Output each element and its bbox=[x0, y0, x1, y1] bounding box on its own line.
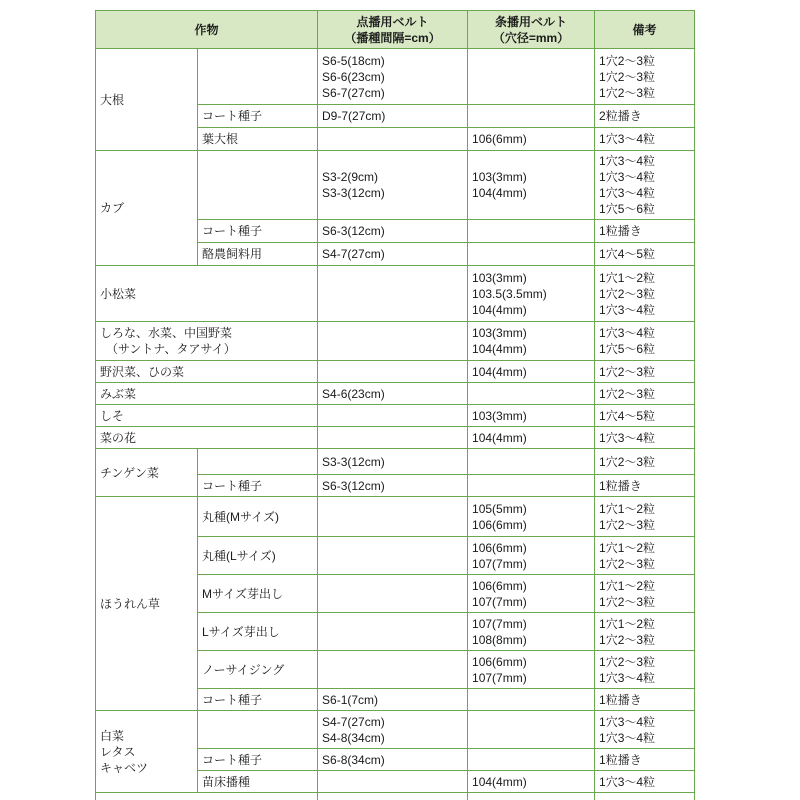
cell-text: 103(3mm) bbox=[472, 326, 527, 340]
crop-nozawana bbox=[96, 361, 318, 383]
cell-text: S6-1(7cm) bbox=[322, 692, 379, 707]
row-belt-cell bbox=[468, 689, 595, 711]
subtype-cell bbox=[198, 497, 318, 537]
spot-belt-cell bbox=[318, 383, 468, 405]
cell-text: 1穴3～4粒 bbox=[599, 714, 656, 729]
cell-text: 1穴3～4粒 bbox=[599, 326, 656, 340]
crop-shiso bbox=[96, 405, 318, 427]
cell-text: 1穴2～3粒 bbox=[599, 654, 656, 669]
remarks-cell bbox=[595, 613, 695, 651]
remarks-cell bbox=[595, 151, 695, 220]
row-belt-cell bbox=[468, 475, 595, 497]
spot-belt-cell bbox=[318, 651, 468, 689]
cell-text: （播種間隔=cm） bbox=[344, 30, 441, 45]
table-row bbox=[96, 322, 695, 361]
cell-text: 1穴2～3粒 bbox=[599, 556, 656, 571]
cell-text: 106(6mm) bbox=[472, 578, 527, 593]
cell-text: 酪農飼料用 bbox=[202, 247, 263, 261]
header-row-belt bbox=[468, 11, 595, 49]
header-crop bbox=[96, 11, 318, 49]
remarks-cell bbox=[595, 771, 695, 793]
spot-belt-cell bbox=[318, 793, 468, 800]
row-belt-cell bbox=[468, 651, 595, 689]
subtype-cell bbox=[198, 575, 318, 613]
remarks-cell bbox=[595, 220, 695, 243]
cell-text: 丸種(Lサイズ) bbox=[202, 548, 276, 563]
spot-belt-cell bbox=[318, 128, 468, 151]
cell-text: ノーサイジング bbox=[202, 662, 285, 677]
cell-text: 1穴1～2粒 bbox=[599, 270, 656, 285]
cell-text: 104(4mm) bbox=[472, 186, 527, 200]
remarks-cell bbox=[595, 689, 695, 711]
cell-text: 107(7mm) bbox=[472, 594, 527, 609]
row-belt-cell bbox=[468, 497, 595, 537]
remarks-cell bbox=[595, 383, 695, 405]
remarks-cell bbox=[595, 128, 695, 151]
row-belt-cell bbox=[468, 128, 595, 151]
cell-text: 104(4mm) bbox=[472, 430, 527, 445]
cell-text: S4-8(34cm) bbox=[322, 730, 385, 745]
row-belt-cell bbox=[468, 711, 595, 749]
spot-belt-cell bbox=[318, 497, 468, 537]
cell-text: 104(4mm) bbox=[472, 302, 527, 317]
cell-text: 1穴3～4粒 bbox=[599, 670, 656, 685]
cell-text: 103.5(3.5mm) bbox=[472, 286, 547, 301]
cell-text: みぶ菜 bbox=[100, 386, 137, 401]
cell-text: 107(7mm) bbox=[472, 670, 527, 685]
remarks-cell bbox=[595, 322, 695, 361]
row-belt-cell bbox=[468, 613, 595, 651]
table-body bbox=[96, 11, 695, 800]
row-belt-cell bbox=[468, 361, 595, 383]
cell-text: S6-5(18cm) bbox=[322, 53, 385, 68]
spot-belt-cell bbox=[318, 220, 468, 243]
cell-text: 1穴1～2粒 bbox=[599, 540, 656, 555]
row-belt-cell bbox=[468, 49, 595, 105]
cell-text: S3-3(12cm) bbox=[322, 454, 385, 469]
cell-text: 白菜 bbox=[100, 728, 125, 743]
cell-text: 1粒播き bbox=[599, 478, 642, 493]
seeding-belt-table bbox=[95, 10, 695, 800]
crop-cell-clipped bbox=[96, 793, 318, 800]
cell-text: 105(5mm) bbox=[472, 501, 527, 516]
cell-text: 103(3mm) bbox=[472, 270, 527, 285]
spot-belt-cell bbox=[318, 711, 468, 749]
cell-text: S3-3(12cm) bbox=[322, 186, 385, 200]
spot-belt-cell bbox=[318, 151, 468, 220]
cell-text: 小松菜 bbox=[100, 286, 137, 301]
cell-text: 1穴5～6粒 bbox=[599, 202, 656, 216]
subtype-cell bbox=[198, 711, 318, 749]
cell-text: 1粒播き bbox=[599, 692, 642, 707]
cell-text: 104(4mm) bbox=[472, 342, 527, 356]
cell-text: S6-7(27cm) bbox=[322, 85, 385, 100]
spot-belt-cell bbox=[318, 427, 468, 449]
cell-text: 107(7mm) bbox=[472, 556, 527, 571]
cell-text: チンゲン菜 bbox=[100, 465, 159, 480]
cell-text: 1穴2～3粒 bbox=[599, 53, 656, 68]
row-belt-cell bbox=[468, 793, 595, 800]
cell-text: S4-7(27cm) bbox=[322, 714, 385, 729]
cell-text: 作物 bbox=[194, 22, 219, 37]
remarks-cell bbox=[595, 651, 695, 689]
spot-belt-cell bbox=[318, 322, 468, 361]
cell-text: コート種子 bbox=[202, 692, 263, 707]
remarks-cell bbox=[595, 49, 695, 105]
cell-text: D9-7(27cm) bbox=[322, 109, 386, 123]
remarks-cell bbox=[595, 475, 695, 497]
cell-text: （穴径=mm） bbox=[492, 30, 570, 45]
table-row bbox=[96, 449, 695, 475]
cell-text: 1穴1～2粒 bbox=[599, 501, 656, 516]
crop-kabu bbox=[96, 151, 198, 266]
cell-text: 1穴2～3粒 bbox=[599, 85, 656, 100]
cell-text: 丸種(Mサイズ) bbox=[202, 509, 280, 524]
cell-text: 1穴1～2粒 bbox=[599, 616, 656, 631]
cell-text: S6-6(23cm) bbox=[322, 69, 385, 84]
remarks-cell bbox=[595, 105, 695, 128]
cell-text: 1穴2～3粒 bbox=[599, 386, 656, 401]
cell-text: S6-3(12cm) bbox=[322, 478, 385, 493]
table-row bbox=[96, 405, 695, 427]
row-belt-cell bbox=[468, 537, 595, 575]
cell-text: 108(8mm) bbox=[472, 632, 527, 647]
remarks-cell bbox=[595, 243, 695, 266]
cell-text: 野沢菜、ひの菜 bbox=[100, 364, 185, 379]
spot-belt-cell bbox=[318, 105, 468, 128]
spot-belt-cell bbox=[318, 749, 468, 771]
spot-belt-cell bbox=[318, 613, 468, 651]
cell-text: S6-8(34cm) bbox=[322, 752, 385, 767]
cell-text: 1穴2～3粒 bbox=[599, 517, 656, 532]
cell-text: 1穴5～6粒 bbox=[599, 342, 656, 356]
cell-text: 1穴4～5粒 bbox=[599, 247, 656, 261]
spot-belt-cell bbox=[318, 243, 468, 266]
cell-text: 1穴3～4粒 bbox=[599, 730, 656, 745]
cell-text: 103(3mm) bbox=[472, 170, 527, 184]
crop-shirona-group bbox=[96, 322, 318, 361]
row-belt-cell bbox=[468, 383, 595, 405]
cell-text: 106(6mm) bbox=[472, 517, 527, 532]
table-row bbox=[96, 497, 695, 537]
row-belt-cell bbox=[468, 105, 595, 128]
spot-belt-cell bbox=[318, 49, 468, 105]
spot-belt-cell bbox=[318, 449, 468, 475]
cell-text: 2粒播き bbox=[599, 109, 642, 123]
cell-text: 苗床播種 bbox=[202, 774, 251, 789]
cell-text: 106(6mm) bbox=[472, 654, 527, 669]
subtype-cell bbox=[198, 151, 318, 220]
cell-text: 107(7mm) bbox=[472, 616, 527, 631]
cell-text: 1穴3～4粒 bbox=[599, 154, 656, 168]
subtype-cell bbox=[198, 128, 318, 151]
remarks-cell bbox=[595, 749, 695, 771]
table-row bbox=[96, 383, 695, 405]
row-belt-cell bbox=[468, 575, 595, 613]
spot-belt-cell bbox=[318, 361, 468, 383]
cell-text: ほうれん草 bbox=[100, 596, 161, 611]
row-belt-cell bbox=[468, 220, 595, 243]
subtype-cell bbox=[198, 243, 318, 266]
cell-text: 条播用ベルト bbox=[495, 14, 568, 29]
cell-text: 104(4mm) bbox=[472, 774, 527, 789]
spot-belt-cell bbox=[318, 537, 468, 575]
row-belt-cell bbox=[468, 427, 595, 449]
remarks-cell bbox=[595, 405, 695, 427]
cell-text: 1穴2～3粒 bbox=[599, 69, 656, 84]
cell-text: 103(3mm) bbox=[472, 408, 527, 423]
remarks-cell bbox=[595, 575, 695, 613]
subtype-cell bbox=[198, 537, 318, 575]
cell-text: コート種子 bbox=[202, 752, 263, 767]
row-belt-cell bbox=[468, 405, 595, 427]
subtype-cell bbox=[198, 771, 318, 793]
subtype-cell bbox=[198, 449, 318, 475]
cell-text: しそ bbox=[100, 408, 125, 423]
table-row bbox=[96, 793, 695, 800]
row-belt-cell bbox=[468, 243, 595, 266]
remarks-cell bbox=[595, 793, 695, 800]
remarks-cell bbox=[595, 497, 695, 537]
cell-text: 106(6mm) bbox=[472, 540, 527, 555]
cell-text: 1穴3～4粒 bbox=[599, 302, 656, 317]
crop-komatsuna bbox=[96, 266, 318, 322]
table-row bbox=[96, 427, 695, 449]
cell-text: Mサイズ芽出し bbox=[202, 586, 284, 601]
subtype-cell bbox=[198, 613, 318, 651]
spot-belt-cell bbox=[318, 266, 468, 322]
cell-text: 菜の花 bbox=[100, 430, 137, 445]
cell-text: S6-3(12cm) bbox=[322, 224, 385, 238]
cell-text: 104(4mm) bbox=[472, 364, 527, 379]
cell-text: コート種子 bbox=[202, 224, 263, 238]
crop-chingensai bbox=[96, 449, 198, 497]
spot-belt-cell bbox=[318, 771, 468, 793]
row-belt-cell bbox=[468, 749, 595, 771]
row-belt-cell bbox=[468, 151, 595, 220]
cell-text: 1穴3～4粒 bbox=[599, 774, 656, 789]
cell-text: 大根 bbox=[100, 92, 125, 107]
subtype-cell bbox=[198, 49, 318, 105]
crop-mibuna bbox=[96, 383, 318, 405]
cell-text: 1穴2～3粒 bbox=[599, 594, 656, 609]
cell-text: カブ bbox=[100, 201, 125, 215]
subtype-cell bbox=[198, 749, 318, 771]
cell-text: 1穴2～3粒 bbox=[599, 364, 656, 379]
remarks-cell bbox=[595, 266, 695, 322]
header-remarks bbox=[595, 11, 695, 49]
subtype-cell bbox=[198, 651, 318, 689]
cell-text: Lサイズ芽出し bbox=[202, 624, 280, 639]
cell-text: 106(6mm) bbox=[472, 132, 527, 146]
cell-text: 1穴2～3粒 bbox=[599, 286, 656, 301]
cell-text: しろな、水菜、中国野菜 bbox=[100, 326, 233, 340]
cell-text: 1穴3～4粒 bbox=[599, 170, 656, 184]
spot-belt-cell bbox=[318, 475, 468, 497]
remarks-cell bbox=[595, 449, 695, 475]
subtype-cell bbox=[198, 220, 318, 243]
cell-text: 1穴3～4粒 bbox=[599, 186, 656, 200]
cell-text: S4-6(23cm) bbox=[322, 386, 385, 401]
table-row bbox=[96, 361, 695, 383]
row-belt-cell bbox=[468, 771, 595, 793]
cell-text: 1粒播き bbox=[599, 752, 642, 767]
cell-text: 1穴1～2粒 bbox=[599, 578, 656, 593]
cell-text: 1穴2～3粒 bbox=[599, 632, 656, 647]
table-row bbox=[96, 49, 695, 105]
header-spot-belt bbox=[318, 11, 468, 49]
cell-text: 1粒播き bbox=[599, 224, 642, 238]
subtype-cell bbox=[198, 105, 318, 128]
crop-hourensou bbox=[96, 497, 198, 711]
cell-text: キャベツ bbox=[100, 760, 149, 775]
spot-belt-cell bbox=[318, 575, 468, 613]
subtype-cell bbox=[198, 689, 318, 711]
row-belt-cell bbox=[468, 449, 595, 475]
table-row bbox=[96, 11, 695, 49]
crop-daikon bbox=[96, 49, 198, 151]
cell-text: 1穴3～4粒 bbox=[599, 132, 656, 146]
crop-hakusai-group bbox=[96, 711, 198, 793]
cell-text: S4-7(27cm) bbox=[322, 247, 385, 261]
remarks-cell bbox=[595, 711, 695, 749]
cell-text: （サントナ、タアサイ） bbox=[100, 342, 236, 356]
crop-nanohana bbox=[96, 427, 318, 449]
cell-text: 葉大根 bbox=[202, 132, 239, 146]
cell-text: 1穴2～3粒 bbox=[599, 454, 656, 469]
spot-belt-cell bbox=[318, 405, 468, 427]
cell-text: 備考 bbox=[632, 22, 657, 37]
table-row bbox=[96, 266, 695, 322]
cell-text: 1穴3～4粒 bbox=[599, 430, 656, 445]
remarks-cell bbox=[595, 427, 695, 449]
remarks-cell bbox=[595, 537, 695, 575]
cell-text: S3-2(9cm) bbox=[322, 170, 379, 184]
cell-text: レタス bbox=[100, 744, 136, 759]
remarks-cell bbox=[595, 361, 695, 383]
table-row bbox=[96, 151, 695, 220]
row-belt-cell bbox=[468, 322, 595, 361]
table-row bbox=[96, 711, 695, 749]
cell-text: 1穴4～5粒 bbox=[599, 408, 656, 423]
spot-belt-cell bbox=[318, 689, 468, 711]
subtype-cell bbox=[198, 475, 318, 497]
cell-text: コート種子 bbox=[202, 478, 263, 493]
row-belt-cell bbox=[468, 266, 595, 322]
cell-text: コート種子 bbox=[202, 109, 263, 123]
cell-text: 点播用ベルト bbox=[356, 14, 429, 29]
